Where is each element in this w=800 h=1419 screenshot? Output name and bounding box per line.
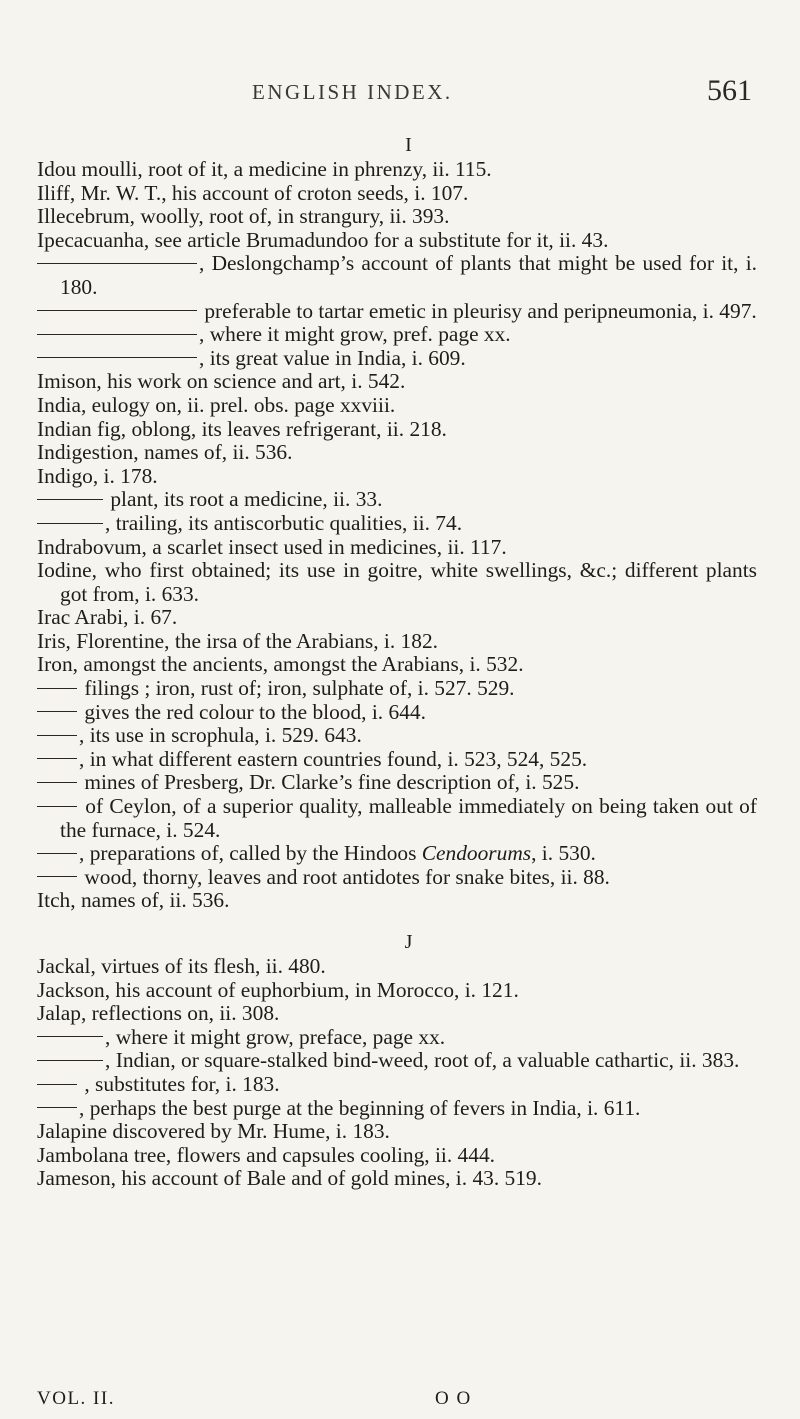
entry-text: Jameson, his account of Bale and of gold mines, i. 43. 519. (37, 1166, 542, 1191)
index-subentry (37, 300, 757, 324)
entry-text: Jackal, virtues of its flesh, ii. 480. (37, 954, 326, 978)
index-subentry (37, 701, 757, 725)
section-letter-j: J (404, 931, 414, 953)
page-number: 561 (707, 74, 752, 107)
ditto-dash (37, 263, 197, 264)
entry-text: Itch, names of, ii. 536. (37, 888, 230, 913)
index-subentry (37, 842, 757, 866)
entry-text: Iodine, who first obtained; its use in goitre, white swellings, &c.; different plants got from, i. 633. (37, 558, 757, 606)
ditto-dash (37, 688, 77, 689)
entry-text: , its use in scrophula, i. 529. 643. (79, 723, 362, 748)
index-entry (37, 465, 757, 489)
entry-text: Iris, Florentine, the irsa of the Arabians, i. 182. (37, 628, 438, 653)
index-entry (37, 1167, 757, 1191)
volume-label: VOL. II. (37, 1388, 115, 1409)
entry-text: filings ; iron, rust of; iron, sulphate of, i. 527. 529. (79, 676, 515, 701)
entry-text: , in what different eastern countries found, i. 523, 524, 525. (79, 746, 588, 771)
entry-text: Iron, amongst the ancients, amongst the Arabians, i. 532. (37, 652, 524, 677)
index-subentry (37, 1097, 757, 1121)
index-subentry (37, 677, 757, 701)
ditto-dash (37, 853, 77, 854)
running-head (0, 74, 800, 114)
running-title: ENGLISH INDEX. (252, 80, 453, 104)
index-entry (37, 1002, 757, 1026)
index-entry (37, 606, 757, 630)
entry-text: Indrabovum, a scarlet insect used in medicines, ii. 117. (37, 534, 507, 559)
ditto-dash (37, 758, 77, 759)
index-entry (37, 441, 757, 465)
ditto-dash (37, 735, 77, 736)
ditto-dash (37, 1036, 103, 1037)
ditto-dash (37, 876, 77, 877)
entry-text: Indigo, i. 178. (37, 463, 158, 488)
entry-text: , perhaps the best purge at the beginning of fevers in India, i. 611. (79, 1095, 641, 1120)
entry-text: Irac Arabi, i. 67. (37, 605, 178, 630)
entry-text: , Deslongchamp’s account of plants that might be used for it, i. 180. (60, 251, 757, 299)
index-subentry (37, 1049, 757, 1073)
italic-term: Cendoorums (421, 841, 532, 866)
index-entry (37, 1120, 757, 1144)
entry-text: Ipecacuanha, see article Brumadundoo for a substitute for it, ii. 43. (37, 227, 609, 252)
ditto-dash (37, 806, 77, 807)
ditto-dash (37, 334, 197, 335)
index-subentry (37, 347, 757, 371)
entry-text: Jalapine discovered by Mr. Hume, i. 183. (37, 1119, 390, 1144)
entry-text: of Ceylon, of a superior quality, malleable immediately on being taken out of the furnace, i. 524. (60, 794, 757, 842)
entry-text: mines of Presberg, Dr. Clarke’s fine description of, i. 525. (79, 770, 580, 795)
entry-text: , trailing, its antiscorbutic qualities, ii. 74. (105, 510, 463, 535)
ditto-dash (37, 1107, 77, 1108)
ditto-dash (37, 1060, 103, 1061)
index-entry (37, 418, 757, 442)
index-subentry (37, 1073, 757, 1097)
index-entry (37, 979, 757, 1003)
entry-text: , preparations of, called by the Hindoos Cendoorums, i. 530. (79, 841, 596, 866)
signature-mark: O O (435, 1388, 472, 1409)
index-entry (37, 955, 757, 979)
entry-text: Jambolana tree, flowers and capsules cooling, ii. 444. (37, 1142, 495, 1167)
index-entry (37, 158, 757, 182)
index-subentry (37, 488, 757, 512)
entry-text: Indian fig, oblong, its leaves refrigerant, ii. 218. (37, 416, 447, 441)
ditto-dash (37, 711, 77, 712)
ditto-dash (37, 499, 103, 500)
index-entry (37, 536, 757, 560)
index-entry (37, 370, 757, 394)
index-subentry (37, 748, 757, 772)
index-entry (37, 1144, 757, 1168)
entry-text: India, eulogy on, ii. prel. obs. page xxviii. (37, 392, 396, 417)
entry-text: , where it might grow, pref. page xx. (199, 322, 511, 347)
entry-text: gives the red colour to the blood, i. 644. (79, 699, 426, 724)
index-subentry (37, 724, 757, 748)
entry-text: Idou moulli, root of it, a medicine in phrenzy, ii. 115. (37, 157, 492, 181)
ditto-dash (37, 523, 103, 524)
ditto-dash (37, 1084, 77, 1085)
index-entry (37, 205, 757, 229)
index-entry (37, 394, 757, 418)
index-subentry (37, 795, 757, 842)
entry-text: Indigestion, names of, ii. 536. (37, 440, 293, 465)
entry-text: , substitutes for, i. 183. (79, 1071, 280, 1096)
entry-text: , its great value in India, i. 609. (199, 345, 466, 370)
entry-text: , where it might grow, preface, page xx. (105, 1024, 446, 1049)
ditto-dash (37, 782, 77, 783)
section-letter-i: I (405, 134, 413, 156)
index-entry (37, 182, 757, 206)
index-entry (37, 889, 757, 913)
index-subentry (37, 866, 757, 890)
index-body (37, 132, 757, 1191)
index-entry (37, 653, 757, 677)
index-subentry (37, 1026, 757, 1050)
index-entry (37, 559, 757, 606)
index-entry (37, 630, 757, 654)
index-subentry (37, 771, 757, 795)
ditto-dash (37, 357, 197, 358)
entry-text: Iliff, Mr. W. T., his account of croton seeds, i. 107. (37, 180, 469, 205)
index-subentry (37, 252, 757, 299)
entry-text: Jackson, his account of euphorbium, in Morocco, i. 121. (37, 977, 519, 1002)
index-subentry (37, 512, 757, 536)
index-entry (37, 229, 757, 253)
entry-text: Jalap, reflections on, ii. 308. (37, 1001, 280, 1026)
entry-text: Imison, his work on science and art, i. 542. (37, 369, 406, 394)
ditto-dash (37, 310, 197, 311)
entry-text: Illecebrum, woolly, root of, in strangury, ii. 393. (37, 204, 450, 229)
entry-text: , Indian, or square-stalked bind-weed, root of, a valuable cathartic, ii. 383. (105, 1048, 740, 1073)
entry-text: plant, its root a medicine, ii. 33. (105, 487, 383, 512)
index-subentry (37, 323, 757, 347)
entry-text: preferable to tartar emetic in pleurisy and peripneumonia, i. 497. (199, 298, 757, 323)
entry-text: wood, thorny, leaves and root antidotes for snake bites, ii. 88. (79, 864, 610, 889)
